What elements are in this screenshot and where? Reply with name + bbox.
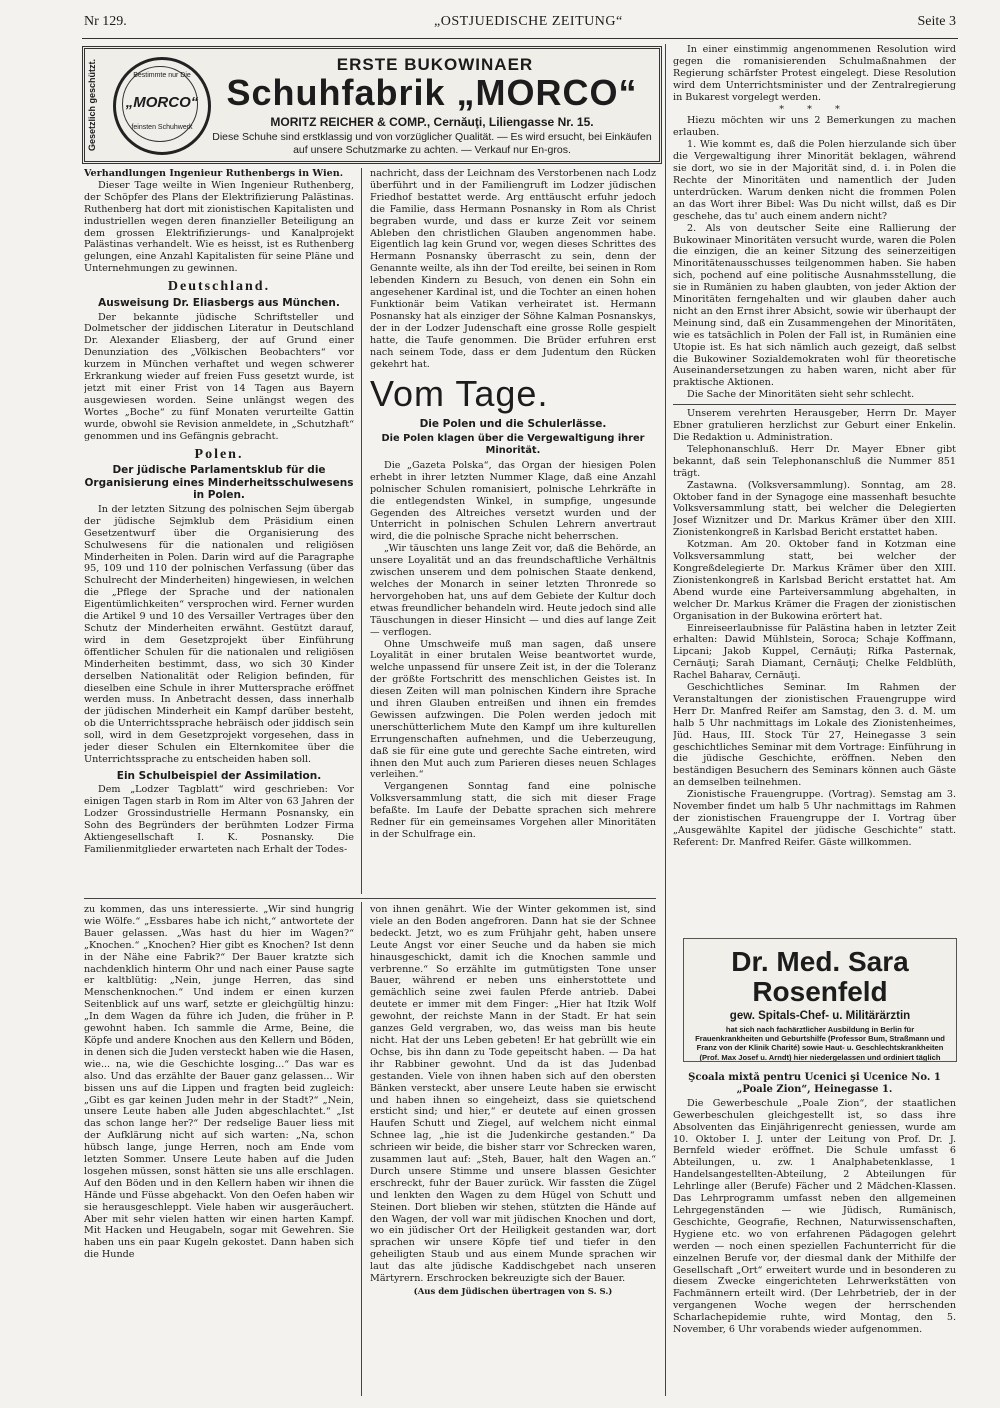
- headline-parlamentsklub: Der jüdische Parlamentsklub für die Organisierung eines Minderheitsschulwesens in Polen.: [84, 464, 354, 502]
- notice-frauengruppe: Zionistische Frauengruppe. (Vortrag). Semstag am 3. November findet um halb 5 Uhr nachmittags im Rahmen der zionistischen Frauengruppe der I. Vortrag über „Ausgewählte Kapitel der jüdische Geschichte“ statt. Referent: Dr. Manfred Reifer. Gäste willkommen.: [673, 789, 956, 848]
- header-rule: [82, 38, 958, 39]
- doctor-advertisement: [683, 938, 957, 1062]
- notice-kotzman: Kotzman. Am 20. Oktober fand in Kotzman eine Volksversammlung statt, bei welcher der Kongreßdelegierte Dr. Markus Krämer über den XIII. Zionistenkongreß in Karlsbad Bericht erstattet hat. Am Abend wurde eine Parteiversammlung abgehalten, in welcher Dr. Markus Krämer die Fragen der zionistischen Organisation in der Bukowina erörtert hat.: [673, 539, 956, 622]
- issue-number: Nr 129.: [84, 14, 127, 29]
- remark-2: 2. Als von deutscher Seite eine Rallierung der Bukowinaer Minoritäten versucht wurde, waren die Polen die einzigen, die an keiner Sitzung des seinerzeitigen Minoritätenausschusses teilgenommen haben. Sie haben sich, pochend auf eine politische Ausnahmsstellung, die sie in Rumänien zu haben glaubten, von jeder Aktion der Minoritäten ferngehalten und wir glauben daher auch nicht an den Ernst ihrer Absicht, sowie wir überhaupt der Meinung sind, daß ein Zusammengehen der Minoritäten, wie es tatsächlich in Polen der Fall ist, in Rumänien eine Utopie ist. Es hat sich nämlich auch gezeigt, daß selbst die Bukowiner Sozialdemokraten wohl für theoretische Auseinandersetzungen zu haben waren, nicht aber für praktische Aktionen.: [673, 222, 956, 389]
- headline-assimilation: Ein Schulbeispiel der Assimilation.: [116, 769, 322, 782]
- notice-telephon: Telephonanschluß. Herr Dr. Mayer Ebner gibt bekannt, daß sein Telephonanschluß die Nummer 851 trägt.: [673, 443, 956, 479]
- article-eliasberg: Der bekannte jüdische Schriftsteller und Dolmetscher der jiddischen Literatur in Deutschland Dr. Alexander Eliasberg, der auf Grund einer Denunziation des „Völkischen Beobachters“ vor kurzem in München verhaftet und wegen schwerer Erkrankung wieder auf freien Fuss gesetzt wurde, ist jetzt mit einer Frist von 14 Tagen aus Bayern ausgewiesen worden. Seine unlängst wegen des Wortes „Boche“ zu fünf Monaten verurteilte Gattin wurde, obwohl sie Revision anmeldete, in „Schutzhaft“ genommen und ins Gefängnis gebracht.: [84, 311, 354, 442]
- resolution-text: In einer einstimmig angenommenen Resolution wird gegen die romanisierenden Schulmaßnahmen der Regierung schärfster Protest eingelegt. Diese Resolution wird dem Unterrichtsminister und der Zentralregierung in Bukarest vorgelegt werden.: [673, 44, 956, 103]
- doctor-title: gew. Spitals-Chef- u. Militärärztin: [729, 1010, 911, 1022]
- headline-eliasberg: Ausweisung Dr. Eliasbergs aus München.: [98, 297, 340, 310]
- ad-address: MORITZ REICHER & COMP., Cernăuţi, Liliengasse Nr. 15.: [270, 115, 594, 129]
- notice-herausgeber: Unserem verehrten Herausgeber, Herrn Dr. Mayer Ebner gratulieren herzlichst zur Geburt einer Enkelin. Die Redaktion u. Administration.: [673, 408, 956, 443]
- subheadline-polen-klagen: Die Polen klagen über die Vergewaltigung ihrer Minorität.: [381, 432, 645, 457]
- story-text-right: von ihnen genährt. Wie der Winter gekommen ist, sind viele an den Boden angefroren. Dann hat sie der Schnee bedeckt. Jetzt, wo es zum Frühjahr geht, haben unsere Leute Angst vor einer Seuche und da haben sie mich hinausgeschickt, damit ich die Knochen sammle und verbrenne.“ So erzählte im gutmütigsten Tone unser Bauer, während er neben uns einherstottete und gemächlich seine zwei faulen Pferde antrieb. Dabei deutete er immer mit dem Finger: „Hier hat Itzik Wolf gewohnt, der reichste Mann in der Stadt. Er hat sein ganzes Geld vergraben, wo, das weiss man bis heute nicht. Hat der uns Leben gebeten! Er hat gebrüllt wie ein Ochse, bis ihn dann zu Tode gepeitscht haben. — Da hat ihr Rabbiner gewohnt. Und da ist das Judenbad gestanden. Viele von ihnen haben sich auf den obersten Bänken versteckt, aber unsere Leute haben sie erwischt und haben ihnen so eingeheizt, dass sie quietschend ersticht sind; und hier,“ er deutete auf einen grossen Haufen Schutt und Ziegel, auf welchem nicht einmal Schnee lag, „hie ist die Judenkirche gestanden.“ Da schrieen wir beide, die bisher starr vor Schrecken waren, zusammen laut auf: „Steh, Bauer, halt den Wagen an.“ Durch unsere Stimme und unsere blassen Gesichter erschreckt, fuhr der Bauer zurück. Wir fassten die Zügel und lenkten den Wagen zu dem Hügel von Schutt und Steinen. Dort blieben wir stehen, stützten die Hände auf den Wagen, der voll war mit jüdischen Knochen und dort, wo ein jüdischer Ort der Heiligkeit gestanden war, dort sprachen wir unsere Köpfe tief und tiefer in den geheiligten Staub und aus einem Munde sprachen wir laut das alte jüdische Kaddischgebet nach unseren Märtyrern. Erschrocken bekreuzigte sich der Bauer.: [370, 904, 656, 1285]
- story-top-rule: [84, 898, 656, 899]
- article-gazeta-3: Ohne Umschweife muß man sagen, daß unsere Loyalität in einer brutalen Weise beantwortet wurde, welche unpassend für unsere Zeit ist, in der die Toleranz der größte Fortschritt des menschlichen Geistes ist. In diesen Zeiten will man polnischen Kindern ihre Sprache und ihren Glauben entreißen und ihnen ein fremdes Gewissen aufzwingen. Die Polen werden jedoch mit unerschütterlichem Mute den Kampf um ihre kulturellen Errungenschaften aufnehmen, und die Ueberzeugung, daß sie für eine gute und gerechte Sache eintreten, wird ihnen den Mut auch zum Parieren dieses neuen Schlages verleihen.“: [370, 638, 656, 781]
- story-left-column: [84, 904, 354, 1398]
- headline-schulerlaesse: Die Polen und die Schulerlässe.: [419, 418, 607, 431]
- column-rule-2: [665, 44, 666, 1396]
- column-rule-story: [361, 902, 362, 1396]
- ad-description: Diese Schuhe sind erstklassig und von vorzüglicher Qualität. — Es wird ersucht, bei Einkäufen auf unsere Schutzmarke zu achten. — Verkauf nur En-gros.: [212, 131, 652, 156]
- ad-side-text: Gesetzlich geschützt.: [87, 58, 97, 152]
- notice-seminar: Geschichtliches Seminar. Im Rahmen der Veranstaltungen der zionistischen Frauengruppe wird Herr Dr. Manfred Reifer am Samstag, den 3. d. M. um halb 5 Uhr nachmittags im Lokale des Zionistenheimes, Jüd. Haus, III. Stock Tür 27, Heinegasse 3 sein geschichtliches Seminar mit dem Vortrage: Einführung in die jüdische Geschichte, eröffnen. Neben den beständigen Besuchern des Seminars können auch Gäste an demselben teilnehmen.: [673, 682, 956, 789]
- remark-intro: Hiezu möchten wir uns 2 Bemerkungen zu machen erlauben.: [673, 115, 956, 139]
- morco-logo: [113, 57, 211, 155]
- ad-headline: Schuhfabrik „MORCO“: [226, 72, 638, 113]
- notice-palaestina: Einreiseerlaubnisse für Palästina haben in letzter Zeit erhalten: Dawid Mühlstein, Soroca; Schaje Koffmann, Lipcani; Jakob Kuppel, Cernăuţi; Rifka Pasternak, Cernăuţi; Sarah Diamant, Cernăuţi; Chelke Feldblüth, Rachel Baharav, Cernăuţi.: [673, 622, 956, 682]
- logo-bottom-text: feinsten Schuhwerk: [131, 124, 193, 131]
- remark-1: 1. Wie kommt es, daß die Polen hierzulande sich über die Vergewaltigung ihrer Minorität beklagen, während sie dort, wo sie in der Majorität sind, d. i. in Polen die Rechte der Minoritäten und namentlich der Juden unterdrücken. Warum denken nicht die frommen Polen an das Wort ihrer Bibel: Was Du nicht willst, daß es Dir geschehe, das tu' auch einem andern nicht?: [673, 139, 956, 222]
- section-vom-tage: Vom Tage.: [370, 373, 549, 415]
- article-gazeta-4: Vergangenen Sonntag fand eine polnische Volksversammlung statt, die sich mit dieser Frage befaßte. Im Laufe der Debatte sprachen sich mehrere Redner für ein gemeinsames Vorgehen aller Minoritäten in der Schulfrage ein.: [370, 781, 656, 840]
- logo-top-text: Bestimmte nur Die: [133, 72, 191, 79]
- column-2: [370, 168, 656, 896]
- headline-poale-zion-school: Şcoala mixtă pentru Ucenici şi Ucenice No. 1 „Poale Zion“, Heinegasse 1.: [688, 1072, 941, 1095]
- newspaper-title: „OSTJUEDISCHE ZEITUNG“: [434, 14, 623, 29]
- article-gazeta-1: Die „Gazeta Polska“, das Organ der hiesigen Polen erhebt in ihrer letzten Nummer Klage, daß eine Anzahl polnischer Schulen romanisiert, polnische Lehrkräfte in die entlegendsten Winkel, in sumpfige, ungesunde Gegenden des Altreiches versetzt wurden und der Unterricht in polnischen Schulen Lehrern anvertraut wird, die die polnische Sprache nicht beherrschen.: [370, 459, 656, 543]
- article-poale-zion-school: Die Gewerbeschule „Poale Zion“, der staatlichen Gewerbeschulen gleichgestellt ist, so dass ihre Absolventen das Einjährigenrecht geniessen, wurde am 10. Oktober I. J. unter der Leitung von Prof. Dr. J. Bernfeld wieder eröffnet. Die Schule umfasst 6 Abteilungen, u. zw. 1 Analphabetenklasse, 1 Handelsangestellten-Abteilung, 2 Abteilungen für Lehrlinge aller (Berufe) Fächer und 2 Mädchen-Klassen. Das Lehrprogramm umfasst neben den allgemeinen Lehrgegenständen — wie Jüdisch, Rumänisch, Geschichte, Geografie, Rechnen, Naturwissenschaften, Hygiene etc. wo von erfahrenen Pädagogen gelehrt werden — noch einen speziellen Fachunterricht für die einzelnen Berufe vor, der diesmal dank der Mithilfe der Gesellschaft „Ort“ erweitert wurde und in besonderen zu diesem Zwecke eingerichteten Lehrwerkstätten von Fachmännern erteilt wird. (Der Lehrbetrieb, der in der vergangenen Woche wegen der herrschenden Scharlachepidemie ruhte, wird Montag, den 5. November, 6 Uhr vorabends wieder aufgenommen.: [673, 1097, 956, 1336]
- story-right-column: [370, 904, 656, 1398]
- column-3: [673, 44, 956, 930]
- page-number: Seite 3: [917, 14, 956, 29]
- column-3-school: [673, 1070, 956, 1398]
- morco-advertisement: [82, 46, 662, 164]
- remark-conclusion: Die Sache der Minoritäten sieht sehr schlecht.: [687, 389, 915, 401]
- article-parlamentsklub: In der letzten Sitzung des polnischen Sejm übergab der jüdische Sejmklub dem Präsidium einen Gesetzentwurf über die Organisierung des Schulwesens für die nationalen und religiösen Minderheiten in Polen. Darin wird auf die Paragraphe 95, 109 und 110 der polnischen Verfassung (über das Schulrecht der Minderheiten) hingewiesen, in welchen die „Pflege der Sprache und der nationalen Eigentümlichkeiten“ versprochen wird. Ferner wurden die Artikel 9 und 10 des Versailler Vertrages über den Schutz der Minderheiten erwähnt. Gestützt darauf, wird in dem Gesetzprojekt über Einführung öffentlicher Schulen für die nationalen und religiösen Minderheiten bestimmt, dass, wo sich 30 Kinder derselben Nationalität oder Religion befinden, für dieselben eine Schule in ihrer Muttersprache eröffnet werden muss. In Anbetracht dessen, dass innerhalb der jüdischen Minderheit ein Kampf darüber besteht, ob die Unterrichtssprache hebräisch oder jiddisch sein soll, wird in dem Gesetzprojekt vorgesehen, dass in jeder dieser Schulen ein Elternkomitee über die Unterrichtssprache zu entscheiden haben soll.: [84, 503, 354, 765]
- story-text-left: zu kommen, das uns interessierte. „Wir sind hungrig wie Wölfe.“ „Essbares habe ich nicht,“ antwortete der Bauer gelassen. „Was hast du hier im Wagen?“ „Knochen.“ „Knochen? Hier gibt es Knochen? Ist denn in der Nähe eine Fabrik?“ Der Bauer kratzte sich nachdenklich hinterm Ohr und nach einer Pause sagte er kaltblütig: „Nein, junge Herren, das sind Menschenknochen.“ Und indem er einen kurzen Seitenblick auf uns warf, setzte er gleichgültig hinzu: „In dem Wagen da führe ich Juden, die früher in P. gewohnt haben. Ich sammle die Arme, Beine, die Köpfe und andere Knochen aus den Kellern und Böden, in denen sich die Juden versteckt haben wie die Hasen, wie... na, wie die Geschichte losging...“ Das war es also. Und das erzählte der Bauer ganz gelassen... Wir bissen uns auf die Lippen und fragten beid zugleich: „Gibt es gar keinen Juden mehr in der Stadt?“ „Nein, unsere Leute haben alle Juden abgeschlachtet.“ „Ist das schon lange her?“ Der redselige Bauer liess mit der Aufklärung nicht auf sich warten: „Na, schon hübsch lange, junge Herren, noch am Ende vom letzten Sommer. Unsere Leute haben auf die Juden losgehen müssen, sonst hätten sie uns alle erschlagen. Auf den Böden und in den Kellern haben wir ihnen die Hände und Füsse abgehackt. Von den Oefen haben wir sie herausgeschleppt. Viele haben wir ausgeräuchert. Aber mit sehr vielen hatten wir einen harten Kampf. Mit Hacken und Heugabeln, sogar mit Gewehren. Sie haben uns ein paar Kugeln gekostet. Dann haben sich die Hunde: [84, 904, 354, 1261]
- column-rule-1: [361, 168, 362, 894]
- article-posnansky-cont: nachricht, dass der Leichnam des Verstorbenen nach Lodz überführt und in der Familiengruft im Lodzer jüdischen Friedhof bestattet werde. Arg enttäuscht erfuhr jedoch die Familie, dass Hermann Posnansky in Rom als Christ begraben wurde, und dass er kurze Zeit vor seinem Ableben den christlichen Glauben angenommen habe. Eigentlich lag kein Grund vor, wegen dieses Schrittes des Hermann Posnansky überrascht zu sein, denn der Genannte weilte, als ihn der Tod ereilte, bei seinen in Rom lebenden Kindern zu Besuch, von denen ein Sohn ein angesehener Kardinal ist, und die Tochter an einen hohen Funktionär beim Vatikan verheiratet ist. Hermann Posnansky hat als einziger der Söhne Kalman Posnanskys, der in der Lodzer Judenschaft eine grosse Rolle gespielt hatte, die Taufe genommen. Die Brüder erfuhren erst nach seinem Tode, dass er dem Judentum den Rücken gekehrt hat.: [370, 168, 656, 370]
- story-credit: (Aus dem Jüdischen übertragen von S. S.): [413, 1287, 613, 1297]
- ad-line-1: ERSTE BUKOWINAER: [336, 55, 534, 74]
- article-ruthenberg: Dieser Tage weilte in Wien Ingenieur Ruthenberg, der Schöpfer des Plans der Elektrifizierung Palästinas. Ruthenberg hat dort mit zionistischen Kapitalisten und industriellen wegen deren finanzieller Beteiligung an dem grossen Elektrifizierungs- und Kanalprojekt Palästinas verhandelt. Wie es heisst, ist es Ruthenberg gelungen, eine Anzahl Kapitalisten für seine Pläne und Unternehmungen zu gewinnen.: [84, 179, 354, 275]
- separator-stars: * * *: [779, 103, 850, 115]
- column-1: [84, 168, 354, 896]
- section-deutschland: Deutschland.: [167, 279, 271, 295]
- doctor-name: Dr. Med. Sara Rosenfeld: [731, 946, 909, 1007]
- article-assimilation: Dem „Lodzer Tagblatt“ wird geschrieben: Vor einigen Tagen starb in Rom im Alter von 63 Jahren der Lodzer Grossindustrielle Hermann Posnansky, ein Sohn des Begründers der berühmten Lodzer Firma Aktiengesellschaft I. K. Posnansky. Die Familienmitglieder erwarteten nach Erhalt der Todes-: [84, 784, 354, 855]
- article-gazeta-2: „Wir täuschten uns lange Zeit vor, daß die Behörde, an unsere Loyalität und an das freundschaftliche Verhältnis zwischen unserem und dem polnischen Staate denkend, welches der Monarch in seiner letzten Thronrede so hervorgehoben hat, uns auf dem Gebiete der Kultur doch etwas freundlicher behandeln wird. Heute jedoch sind alle Täuschungen in dieser Hinsicht — und dies auf lange Zeit — verflogen.: [370, 543, 656, 638]
- page-header: [84, 14, 956, 36]
- section-polen: Polen.: [194, 446, 244, 462]
- notice-zastawna: Zastawna. (Volksversammlung). Sonntag, am 28. Oktober fand in der Synagoge eine massenhaft besuchte Volksversammlung statt, bei welcher die Delegierten Josef Wiznitzer und Dr. Markus Krämer über den XIII. Zionistenkongreß in Karlsbad Bericht erstattet haben.: [673, 479, 956, 539]
- headline-ruthenberg: Verhandlungen Ingenieur Ruthenbergs in Wien.: [84, 168, 344, 179]
- doctor-description: hat sich nach fachärztlicher Ausbildung in Berlin für Frauenkrankheiten und Geburtshilfe (Professor Bum, Straßmann und Franz von der Klinik Charité) sowie Haut- u. Geschlechtskrankheiten (Prof. Max Josef u. Arndt) hier niedergelassen und ordiniert täglich: [695, 1025, 945, 1062]
- logo-name: „MORCO“: [125, 94, 199, 111]
- notice-rule: [673, 404, 956, 405]
